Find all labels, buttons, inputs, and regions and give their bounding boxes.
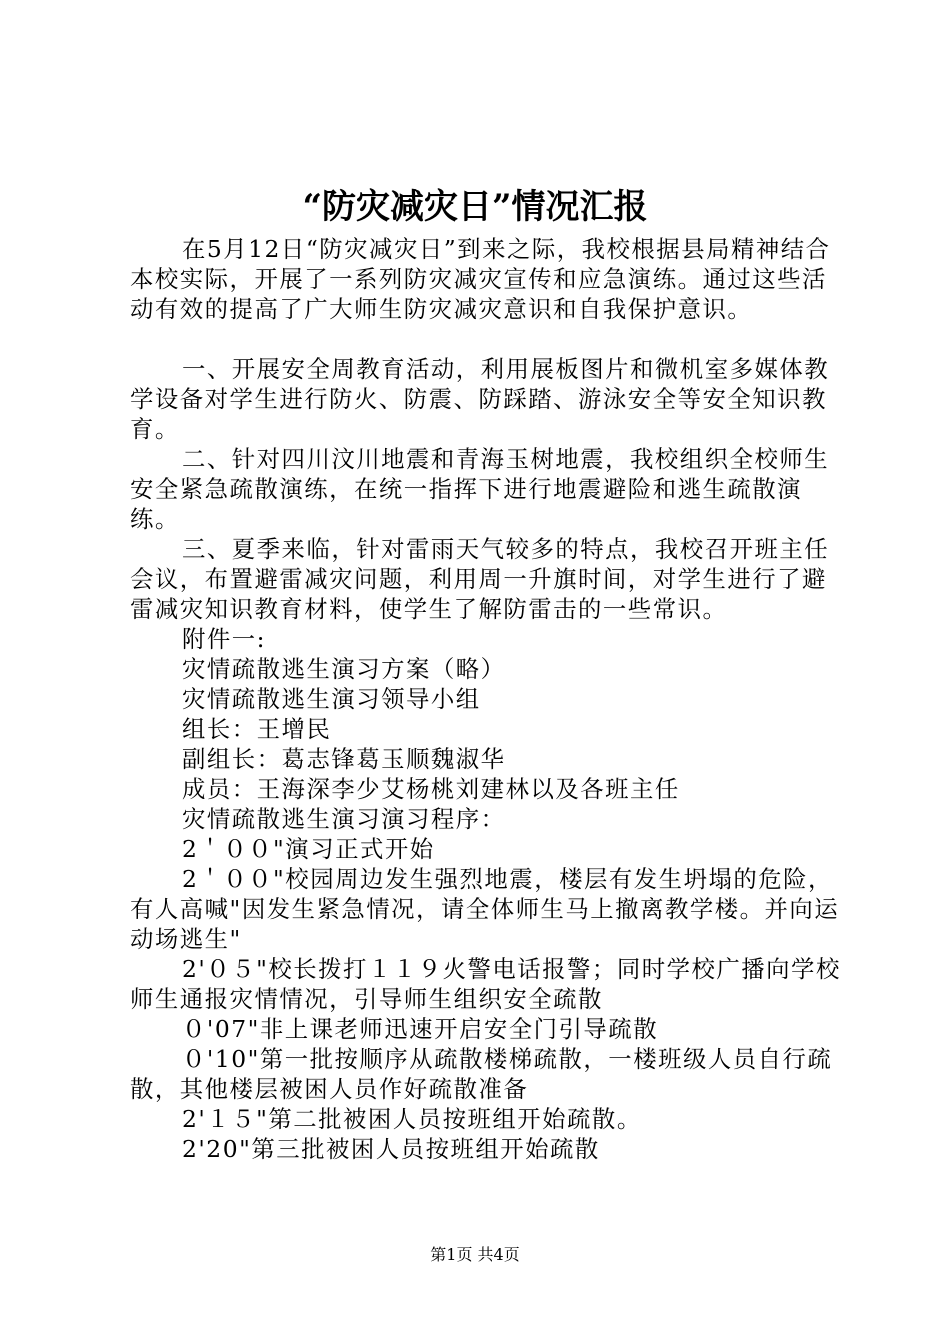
group-title: 灾情疏散逃生演习领导小组 (182, 685, 481, 713)
procedure-step: 2'０５"校长拨打１１９火警电话报警；同时学校广播向学校师生通报灾情情况，引导师生组织安全疏散 (130, 955, 841, 1013)
plan-title: 灾情疏散逃生演习方案（略） (182, 655, 506, 683)
document-title: “防灾减灾日”情况汇报 (302, 187, 648, 227)
point-three-paragraph: 三、夏季来临，针对雷雨天气较多的特点，我校召开班主任会议，布置避雷减灾问题，利用周一升旗时间，对学生进行了避雷减灾知识教育材料，使学生了解防雷击的一些常识。 (130, 535, 830, 623)
procedure-step: 2'１５"第二批被困人员按班组开始疏散。 (182, 1105, 642, 1133)
procedure-step: 2＇００"演习正式开始 (182, 835, 435, 863)
procedure-step: ０'07"非上课老师迅速开启安全门引导疏散 (182, 1015, 659, 1043)
page-footer: 第1页 共4页 (430, 1245, 520, 1264)
group-deputy: 副组长：葛志锋葛玉顺魏淑华 (182, 745, 506, 773)
procedure-step: 2'20"第三批被困人员按班组开始疏散 (182, 1135, 600, 1163)
document-body (130, 234, 850, 1164)
point-one-paragraph: 一、开展安全周教育活动，利用展板图片和微机室多媒体教学设备对学生进行防火、防震、防踩踏、游泳安全等安全知识教育。 (130, 355, 830, 443)
procedure-step: ０'10"第一批按顺序从疏散楼梯疏散，一楼班级人员自行疏散，其他楼层被困人员作好疏散准备 (130, 1045, 833, 1103)
group-leader: 组长：王增民 (182, 715, 332, 743)
paragraph-gap (130, 324, 850, 354)
point-two-paragraph: 二、针对四川汶川地震和青海玉树地震，我校组织全校师生安全紧急疏散演练，在统一指挥下进行地震避险和逃生疏散演练。 (130, 445, 830, 533)
intro-paragraph: 在5月12日“防灾减灾日”到来之际，我校根据县局精神结合本校实际，开展了一系列防灾减灾宣传和应急演练。通过这些活动有效的提高了广大师生防灾减灾意识和自我保护意识。 (130, 235, 831, 323)
procedure-step: 2＇００"校园周边发生强烈地震，楼层有发生坍塌的危险，有人高喊"因发生紧急情况，请全体师生马上撤离教学楼。并向运动场逃生" (130, 865, 840, 953)
procedure-title: 灾情疏散逃生演习演习程序： (182, 805, 506, 833)
attachment-heading: 附件一: (182, 625, 267, 653)
group-members: 成员：王海深李少艾杨桃刘建林以及各班主任 (182, 775, 680, 803)
